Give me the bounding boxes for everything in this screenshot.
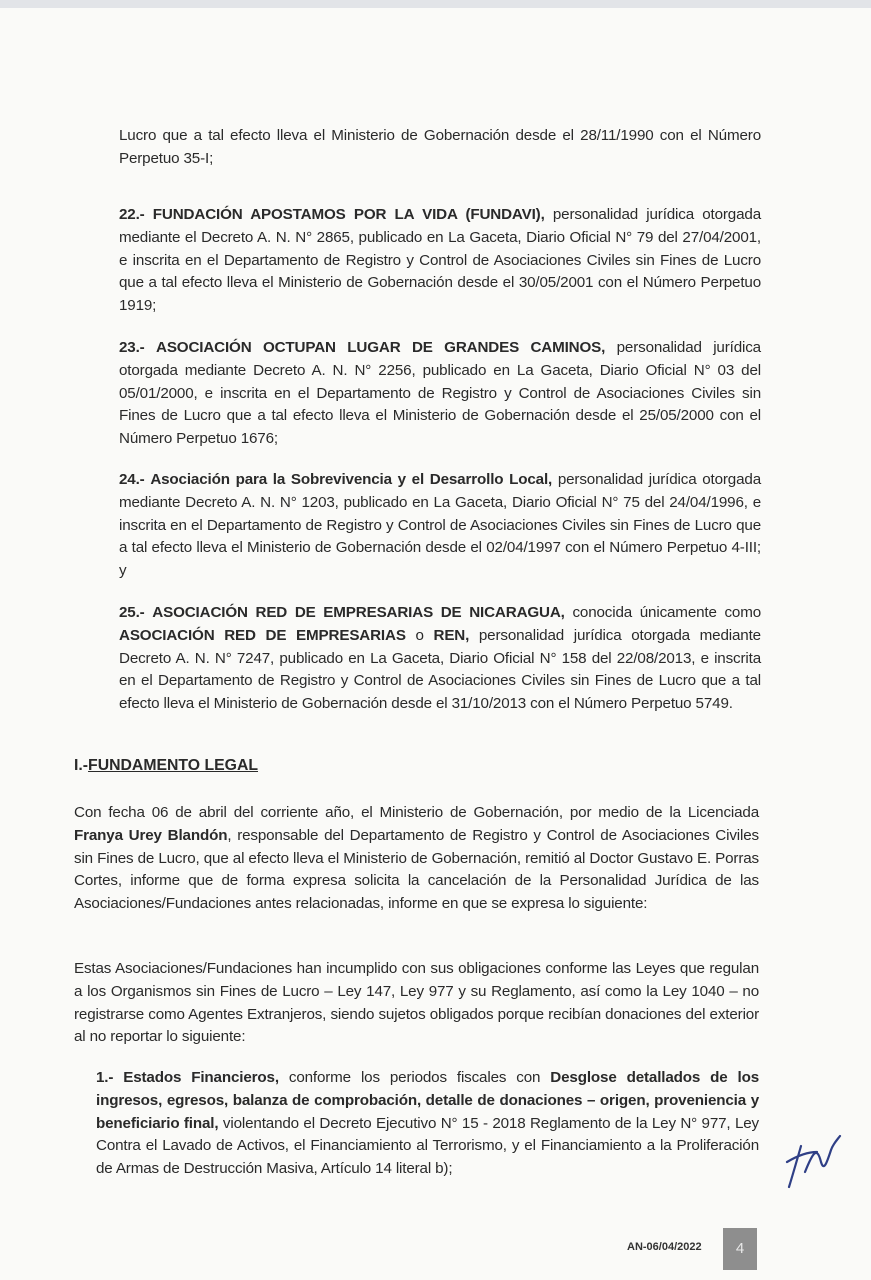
item-23-paragraph (119, 337, 761, 451)
item-22-text: personalidad jurídica otorgada mediante el Decreto A. N. N° 2865, publicado en La Gaceta, Diario Oficial N° 79 del 27/04/2001, e inscrita en el Departamento de Registro y Control de Asociaciones Civiles sin Fines de Lucro que a tal efecto lleva el Ministerio de Gobernación desde el 30/05/2001 con el Número Perpetuo 1919; (119, 206, 761, 315)
item-1-text-a: conforme los periodos fiscales con (288, 1069, 541, 1086)
item-23-text: personalidad jurídica otorgada mediante Decreto A. N. N° 2256, publicado en La Gaceta, Diario Oficial N° 03 del 05/01/2000, e inscrita en el Departamento de Registro y Control de Asociaciones Civiles sin Fines de Lucro que a tal efecto lleva el Ministerio de Gobernación desde el 25/05/2000 con el Número Perpetuo 1676; (119, 339, 761, 448)
item-1-paragraph (96, 1067, 759, 1181)
item-1-text-c: violentando el Decreto Ejecutivo N° 15 - 2018 Reglamento de la Ley N° 977, Ley Contra el Lavado de Activos, el Financiamiento al Terrorismo, y el Financiamiento a la Proliferación de Armas de Destrucción Masiva, Artículo 14 literal b); (96, 1114, 759, 1178)
page-number: 4 (723, 1228, 757, 1270)
signature-initials (783, 1132, 843, 1192)
item-1-number: 1.- (96, 1069, 114, 1086)
item-25-name: ASOCIACIÓN RED DE EMPRESARIAS DE NICARAGUA, (152, 604, 565, 621)
item-22-number: 22.- (119, 206, 145, 223)
item-25-text: personalidad jurídica otorgada mediante Decreto A. N. N° 7247, publicado en La Gaceta, Diario Oficial N° 158 del 22/08/2013, e inscrita en el Departamento de Registro y Control de Asociaciones Civiles sin Fines de Lucro que a tal efecto lleva el Ministerio de Gobernación desde el 31/10/2013 con el Número Perpetuo 5749. (119, 626, 761, 713)
item-24-text: personalidad jurídica otorgada mediante Decreto A. N. N° 1203, publicado en La Gaceta, Diario Oficial N° 75 del 24/04/1996, e inscrita en el Departamento de Registro y Control de Asociaciones Civiles sin Fines de Lucro que a tal efecto lleva el Ministerio de Gobernación desde el 02/04/1997 con el Número Perpetuo 4-III; y (119, 471, 761, 580)
item-24-paragraph (119, 469, 761, 583)
document-code: AN-06/04/2022 (627, 1241, 702, 1253)
item-25-number: 25.- (119, 604, 145, 621)
item-25-alias: ASOCIACIÓN RED DE EMPRESARIAS (119, 626, 406, 644)
item-24-number: 24.- (119, 471, 145, 488)
section-title: FUNDAMENTO LEGAL (88, 757, 259, 774)
fecha-text-a: Con fecha 06 de abril del corriente año, el Ministerio de Gobernación, por medio de la Licenciada (74, 804, 759, 821)
fecha-paragraph (74, 802, 759, 916)
item-23-number: 23.- (119, 339, 145, 356)
estas-paragraph (74, 958, 759, 1049)
estas-text: Estas Asociaciones/Fundaciones han incumplido con sus obligaciones conforme las Leyes que regulan a los Organismos sin Fines de Lucro – Ley 147, Ley 977 y su Reglamento, así como la Ley 1040 – no registrarse como Agentes Extranjeros, siendo sujetos obligados porque recibían donaciones del exterior al no reportar lo siguiente: (74, 960, 759, 1046)
item-25-text-b: o (415, 626, 424, 644)
top-bar (0, 0, 871, 8)
item-23-name: ASOCIACIÓN OCTUPAN LUGAR DE GRANDES CAMINOS, (156, 339, 606, 356)
item-1-label: Estados Financieros, (123, 1069, 279, 1086)
item-22-name: FUNDACIÓN APOSTAMOS POR LA VIDA (FUNDAVI), (152, 206, 545, 223)
item-25-text-a: conocida únicamente como (572, 604, 762, 621)
item-1-bold-b: Desglose detallados de los ingresos, egresos, balanza de comprobación, detalle de donaciones – origen, proveniencia y beneficiario final, (96, 1069, 760, 1132)
section-heading (74, 757, 258, 775)
intro-text: Lucro que a tal efecto lleva el Ministerio de Gobernación desde el 28/11/1990 con el Número Perpetuo 35-I; (119, 127, 761, 167)
fecha-person: Franya Urey Blandón (74, 826, 228, 844)
item-25-acronym: REN, (433, 626, 470, 644)
fecha-text-b: , responsable del Departamento de Registro y Control de Asociaciones Civiles sin Fines de Lucro, que al efecto lleva el Ministerio de Gobernación, remitió al Doctor Gustavo E. Porras Cortes, informe que de forma expresa solicita la cancelación de la Personalidad Jurídica de las Asociaciones/Fundaciones antes relacionadas, informe en que se expresa lo siguiente: (74, 826, 759, 913)
item-25-paragraph (119, 602, 761, 716)
item-22-paragraph (119, 204, 761, 318)
section-number: I.- (74, 757, 89, 774)
intro-paragraph (119, 125, 761, 171)
item-24-name: Asociación para la Sobrevivencia y el Desarrollo Local, (150, 471, 553, 488)
